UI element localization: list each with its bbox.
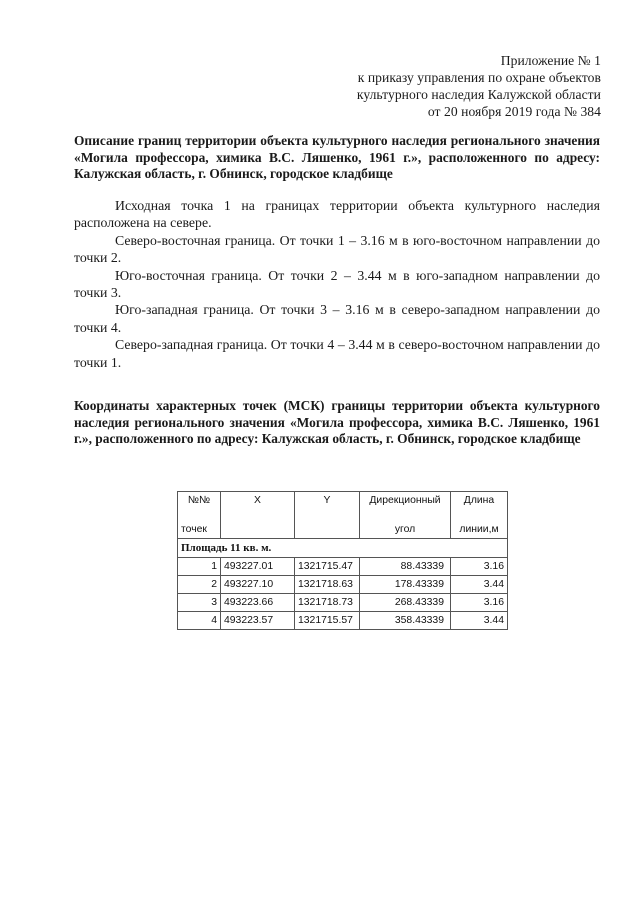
point-number: 3 bbox=[178, 594, 221, 612]
header-direction bbox=[360, 492, 451, 539]
description-paragraph: Юго-западная граница. От точки 3 – 3.16 м в северо-западном направлении до точки 4. bbox=[74, 302, 600, 335]
y-coordinate: 1321718.63 bbox=[295, 576, 360, 594]
x-coordinate: 493223.57 bbox=[221, 612, 295, 630]
point-number: 1 bbox=[178, 558, 221, 576]
y-coordinate: 1321715.57 bbox=[295, 612, 360, 630]
appendix-line-1: Приложение № 1 bbox=[500, 53, 601, 68]
boundary-description-title: Описание границ территории объекта культурного наследия регионального значения «Могила профессора, химика В.С. Ляшенко, 1961 г.», расположенного по адресу: Калужская область, г. Обнинск, городское кладбище bbox=[74, 133, 600, 181]
direction-angle: 178.43339 bbox=[360, 576, 451, 594]
coordinates-table bbox=[177, 491, 508, 630]
line-length: 3.44 bbox=[451, 576, 508, 594]
header-x: X bbox=[221, 492, 295, 539]
point-number: 4 bbox=[178, 612, 221, 630]
appendix-line-4: от 20 ноября 2019 года № 384 bbox=[427, 104, 601, 119]
direction-angle: 88.43339 bbox=[360, 558, 451, 576]
table-header-row bbox=[178, 492, 508, 539]
coordinates-title: Координаты характерных точек (МСК) границы территории объекта культурного наследия регионального значения «Могила профессора, химика В.С. Ляшенко, 1961 г.», расположенного по адресу: Калужская область, г. Обнинск, городское кладбище bbox=[74, 398, 600, 446]
header-num-bottom: точек bbox=[181, 524, 207, 535]
table-row bbox=[178, 558, 508, 576]
boundary-description-body bbox=[74, 197, 600, 371]
direction-angle: 358.43339 bbox=[360, 612, 451, 630]
y-coordinate: 1321715.47 bbox=[295, 558, 360, 576]
line-length: 3.16 bbox=[451, 558, 508, 576]
x-coordinate: 493227.10 bbox=[221, 576, 295, 594]
y-coordinate: 1321718.73 bbox=[295, 594, 360, 612]
header-dir-bottom: угол bbox=[394, 524, 416, 535]
table-row bbox=[178, 612, 508, 630]
line-length: 3.44 bbox=[451, 612, 508, 630]
header-len-bottom: линии,м bbox=[459, 524, 499, 535]
header-dir-top: Дирекционный bbox=[369, 495, 441, 506]
header-y: Y bbox=[295, 492, 360, 539]
point-number: 2 bbox=[178, 576, 221, 594]
direction-angle: 268.43339 bbox=[360, 594, 451, 612]
area-cell: Площадь 11 кв. м. bbox=[178, 539, 508, 558]
x-coordinate: 493223.66 bbox=[221, 594, 295, 612]
description-paragraph: Юго-восточная граница. От точки 2 – 3.44 м в юго-западном направлении до точки 3. bbox=[74, 267, 600, 301]
area-row bbox=[178, 539, 508, 558]
x-coordinate: 493227.01 bbox=[221, 558, 295, 576]
table-row bbox=[178, 576, 508, 594]
header-point-number bbox=[178, 492, 221, 539]
appendix-header bbox=[357, 52, 601, 120]
header-length bbox=[451, 492, 508, 539]
header-num-top: №№ bbox=[187, 495, 211, 506]
appendix-line-3: культурного наследия Калужской области bbox=[356, 87, 601, 102]
line-length: 3.16 bbox=[451, 594, 508, 612]
description-paragraph: Северо-восточная граница. От точки 1 – 3.16 м в юго-восточном направлении до точки 2. bbox=[74, 232, 600, 266]
header-len-top: Длина bbox=[463, 495, 495, 506]
table-row bbox=[178, 594, 508, 612]
appendix-line-2: к приказу управления по охране объектов bbox=[357, 70, 601, 85]
description-paragraph: Северо-западная граница. От точки 4 – 3.44 м в северо-восточном направлении до точки 1. bbox=[74, 337, 600, 370]
description-paragraph: Исходная точка 1 на границах территории объекта культурного наследия расположена на севере. bbox=[74, 198, 600, 231]
